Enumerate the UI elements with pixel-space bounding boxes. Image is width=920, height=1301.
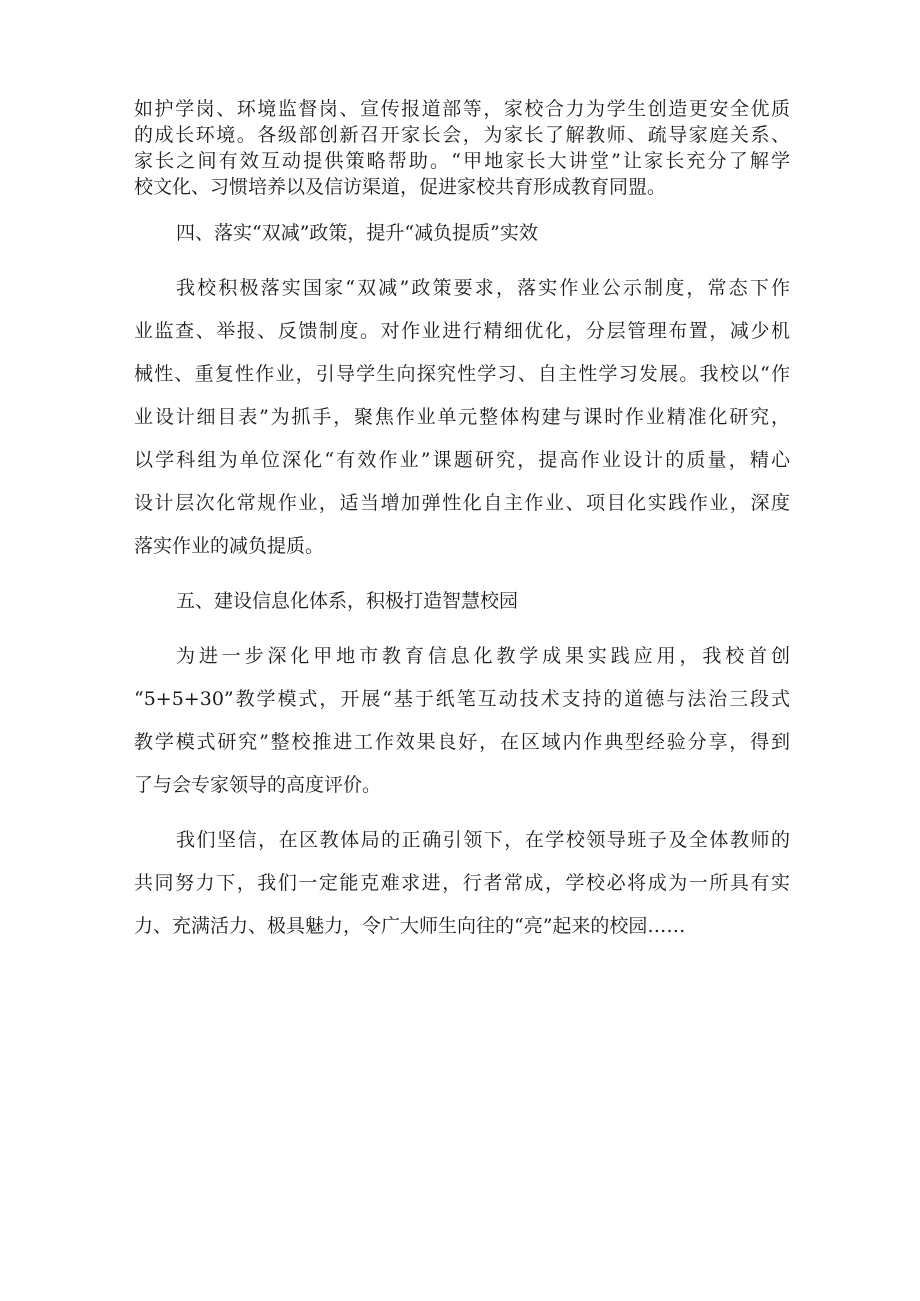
text-line: 家长之间有效互动提供策略帮助。“甲地家长大讲堂”让家长充分了解学 [134,150,790,172]
document-body [134,96,790,948]
text-line: 我校积极落实国家“双减”政策要求，落实作业公示制度，常态下作 [176,277,790,299]
paragraph-double-reduction-policy [134,267,790,568]
text-line: 共同努力下，我们一定能克难求进，行者常成，学校必将成为一所具有实 [134,872,790,894]
text-line: 业设计细目表”为抓手，聚焦作业单元整体构建与课时作业精准化研究， [134,406,790,428]
text-line: 业监查、举报、反馈制度。对作业进行精细优化，分层管理布置，减少机 [134,320,790,342]
text-line: 为进一步深化甲地市教育信息化教学成果实践应用，我校首创 [176,645,790,667]
paragraph-informatization [134,635,790,807]
text-line: 如护学岗、环境监督岗、宣传报道部等，家校合力为学生创造更安全优质 [134,98,790,120]
text-line: 械性、重复性作业，引导学生向探究性学习、自主性学习发展。我校以“作 [134,363,790,385]
paragraph-home-school-cooperation [134,96,790,200]
section-heading-double-reduction: 四、落实“双减”政策，提升“减负提质”实效 [176,222,538,244]
text-line: “5+5+30”教学模式，开展“基于纸笔互动技术支持的道德与法治三段式 [134,688,790,710]
text-line: 以学科组为单位深化“有效作业”课题研究，提高作业设计的质量，精心 [134,449,790,471]
text-line: 力、充满活力、极具魅力，令广大师生向往的“亮”起来的校园…… [134,915,686,937]
text-line: 了与会专家领导的高度评价。 [134,774,382,796]
text-line: 的成长环境。各级部创新召开家长会，为家长了解教师、疏导家庭关系、 [134,124,790,146]
paragraph-conclusion [134,819,790,948]
text-line: 教学模式研究”整校推进工作效果良好，在区域内作典型经验分享，得到 [134,731,790,753]
text-line: 落实作业的减负提质。 [134,535,325,557]
text-line: 校文化、习惯培养以及信访渠道，促进家校共育形成教育同盟。 [134,176,667,198]
text-line: 设计层次化常规作业，适当增加弹性化自主作业、项目化实践作业，深度 [134,492,790,514]
section-heading-smart-campus: 五、建设信息化体系，积极打造智慧校园 [176,590,519,612]
text-line: 我们坚信，在区教体局的正确引领下，在学校领导班子及全体教师的 [176,829,790,851]
